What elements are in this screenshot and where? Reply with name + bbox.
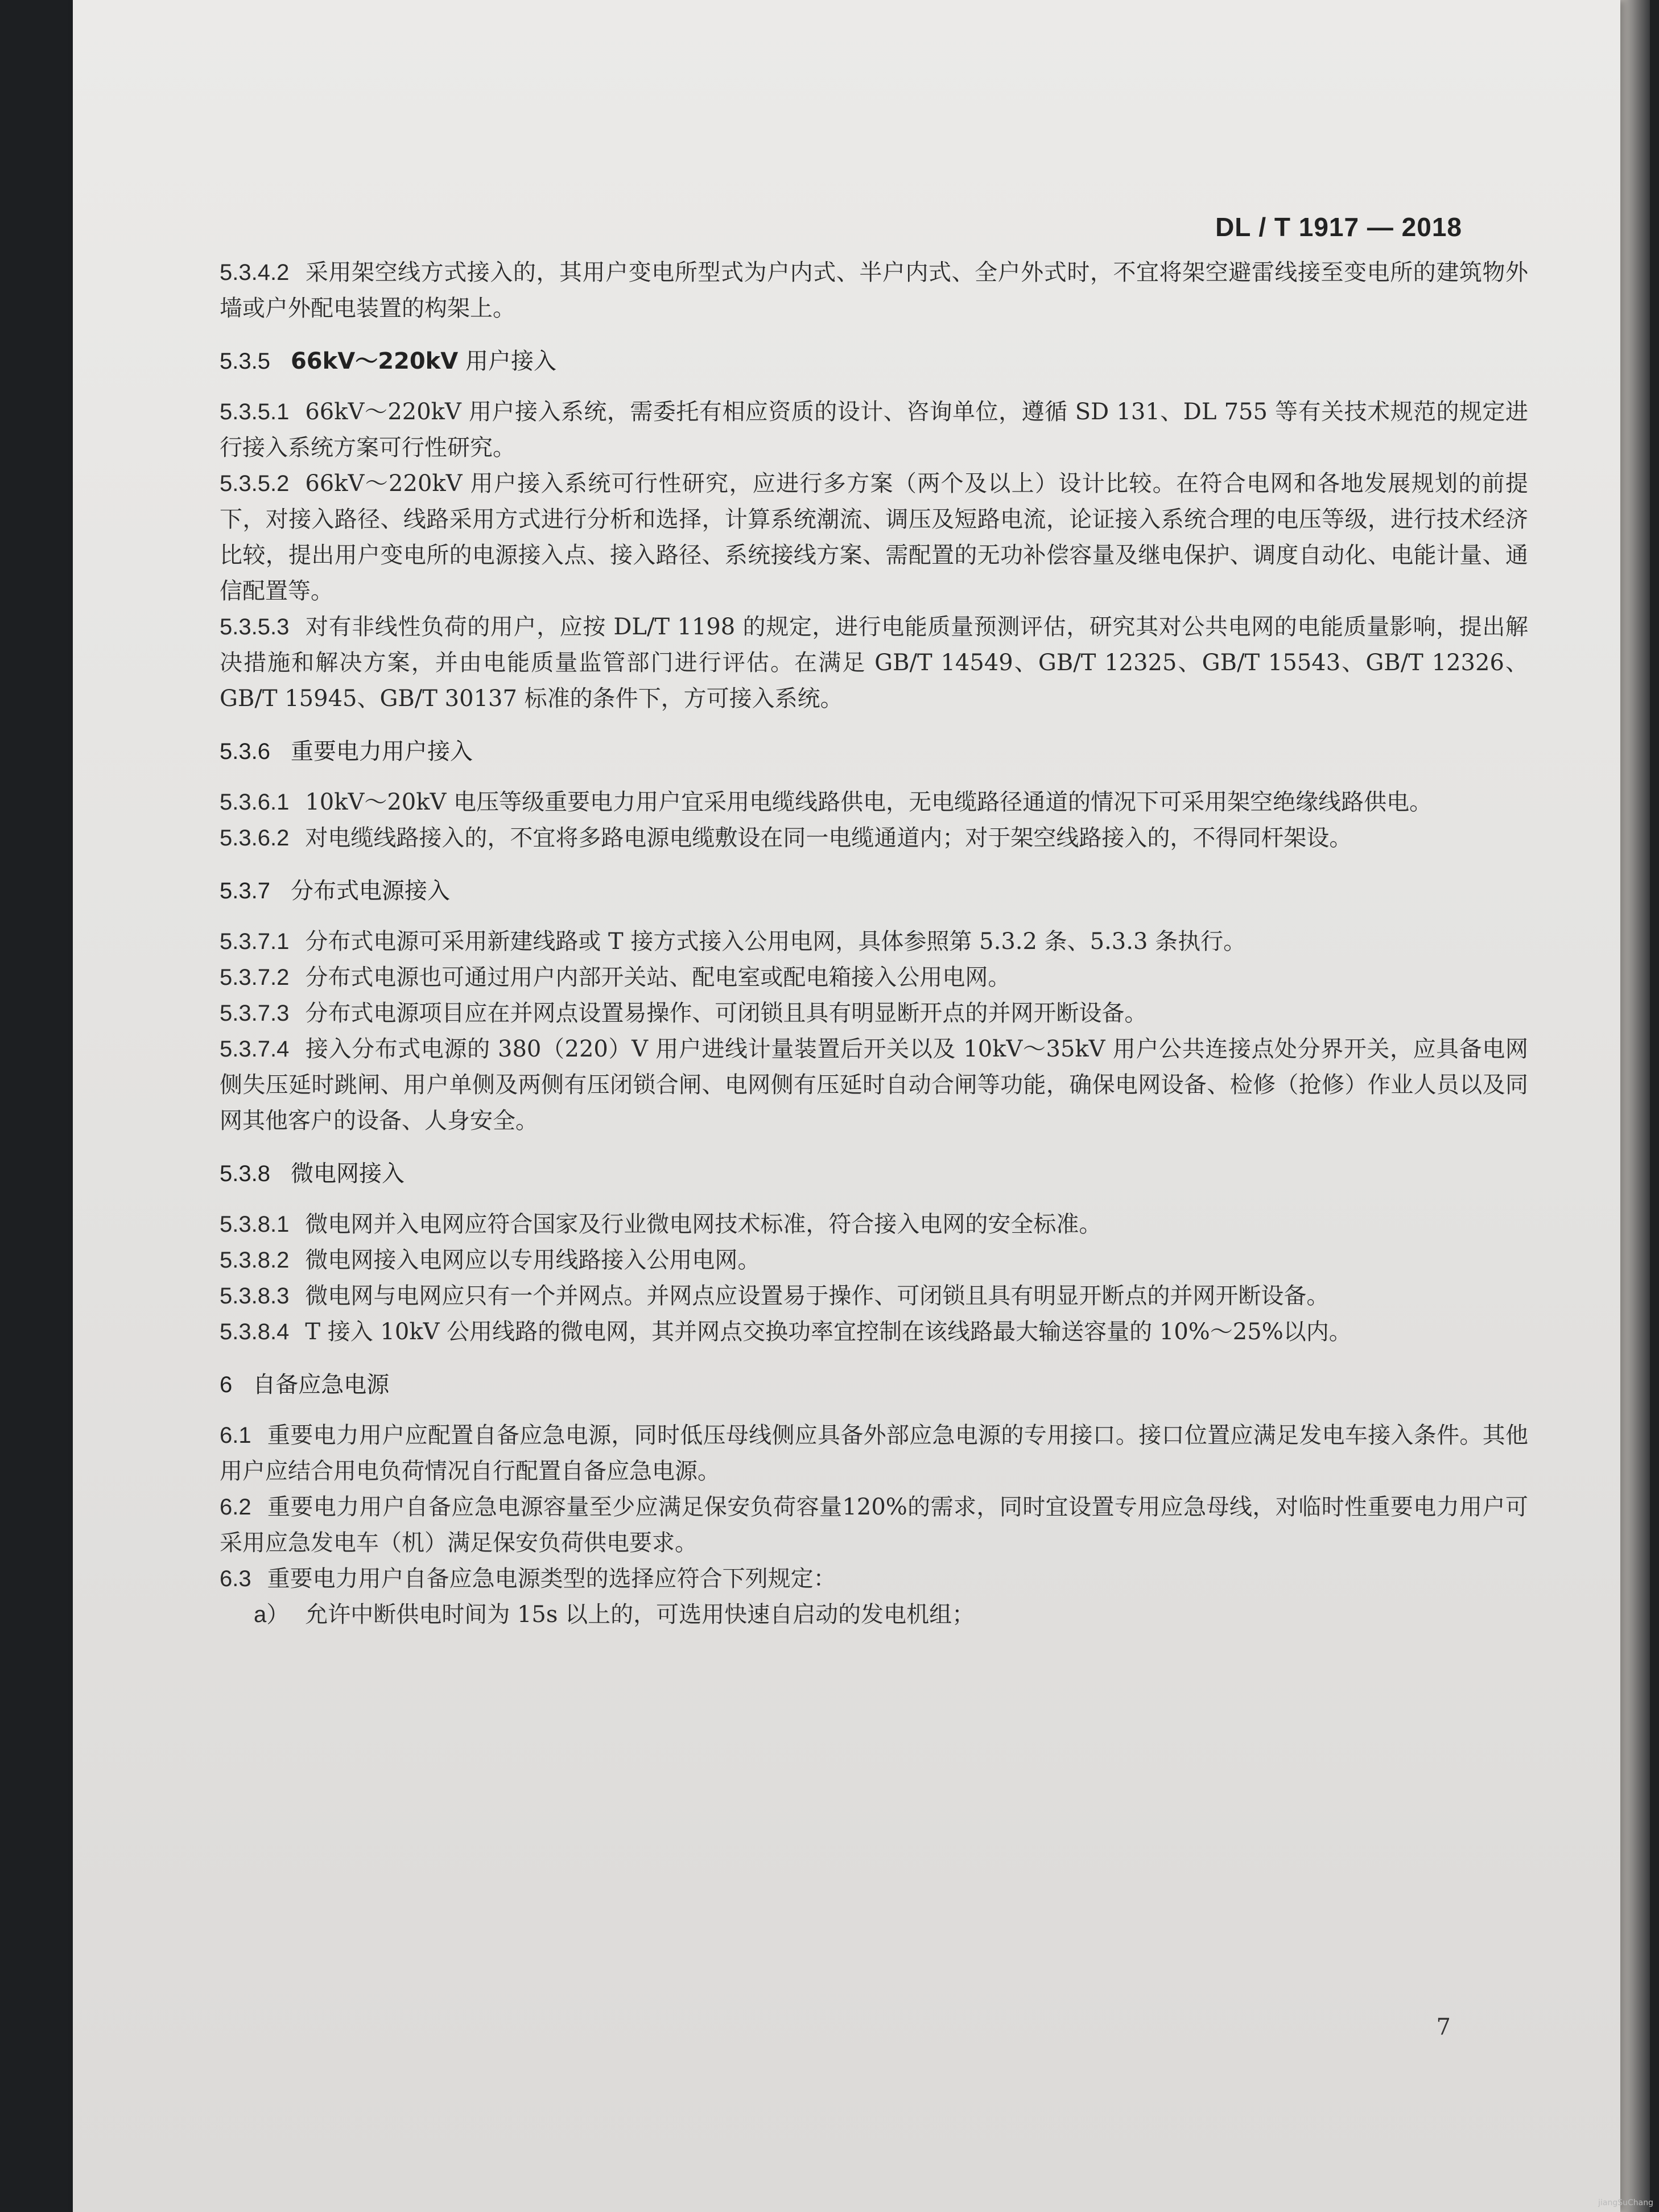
clause-text: 微电网与电网应只有一个并网点。并网点应设置易于操作、可闭锁且具有明显开断点的并网开断设备。 bbox=[305, 1283, 1330, 1309]
clause-number: 5.3.8 bbox=[220, 1161, 270, 1186]
list-item bbox=[220, 1597, 1528, 1633]
clause-number: 5.3.5.3 bbox=[220, 614, 290, 639]
section-heading bbox=[220, 344, 1528, 379]
clause-text: 10kV～20kV 电压等级重要电力用户宜采用电缆线路供电，无电缆路径通道的情况下可采用架空绝缘线路供电。 bbox=[305, 789, 1433, 815]
clause-paragraph bbox=[220, 1031, 1528, 1139]
clause-paragraph bbox=[220, 785, 1528, 820]
clause-number: 6.3 bbox=[220, 1566, 251, 1591]
clause-number: 6 bbox=[220, 1372, 233, 1397]
clause-text: 分布式电源也可通过用户内部开关站、配电室或配电箱接入公用电网。 bbox=[305, 964, 1011, 991]
clause-number: 5.3.7 bbox=[220, 878, 270, 903]
section-heading bbox=[220, 873, 1528, 909]
clause-paragraph bbox=[220, 1418, 1528, 1489]
clause-paragraph bbox=[220, 1278, 1528, 1314]
clause-number: 5.3.6.1 bbox=[220, 790, 290, 815]
heading-bold-part: 66kV～220kV bbox=[290, 348, 459, 374]
clause-paragraph bbox=[220, 924, 1528, 960]
clause-paragraph bbox=[220, 255, 1528, 327]
clause-text: T 接入 10kV 公用线路的微电网，其并网点交换功率宜控制在该线路最大输送容量的 10%～25%以内。 bbox=[305, 1319, 1352, 1345]
clause-text: 采用架空线方式接入的，其用户变电所型式为户内式、半户内式、全户外式时，不宜将架空避雷线接至变电所的建筑物外墙或户外配电装置的构架上。 bbox=[220, 259, 1528, 321]
heading-text: 微电网接入 bbox=[290, 1161, 405, 1187]
clause-number: 5.3.7.4 bbox=[220, 1037, 290, 1062]
clause-text: 66kV～220kV 用户接入系统可行性研究，应进行多方案（两个及以上）设计比较。在符合电网和各地发展规划的前提下，对接入路径、线路采用方式进行分析和选择，计算系统潮流、调压及短路电流，论证接入系统合理的电压等级，进行技术经济比较，提出用户变电所的电源接入点、接入路径、系统接线方案、需配置的无功补偿容量及继电保护、调度自动化、电能计量、通信配置等。 bbox=[220, 471, 1528, 604]
clause-text: 重要电力用户自备应急电源容量至少应满足保安负荷容量120%的需求，同时宜设置专用应急母线，对临时性重要电力用户可采用应急发电车（机）满足保安负荷供电要求。 bbox=[220, 1494, 1528, 1556]
clause-text: 分布式电源项目应在并网点设置易操作、可闭锁且具有明显断开点的并网开断设备。 bbox=[305, 1000, 1148, 1026]
clause-text: 重要电力用户应配置自备应急电源，同时低压母线侧应具备外部应急电源的专用接口。接口位置应满足发电车接入条件。其他用户应结合用电负荷情况自行配置自备应急电源。 bbox=[220, 1422, 1528, 1484]
clause-number: 5.3.4.2 bbox=[220, 260, 290, 285]
clause-text: 微电网并入电网应符合国家及行业微电网技术标准，符合接入电网的安全标准。 bbox=[305, 1211, 1102, 1237]
clause-text: 对电缆线路接入的，不宜将多路电源电缆敷设在同一电缆通道内；对于架空线路接入的，不得同杆架设。 bbox=[305, 825, 1352, 851]
clause-text: 重要电力用户自备应急电源类型的选择应符合下列规定： bbox=[267, 1566, 836, 1592]
clause-number: 5.3.7.2 bbox=[220, 965, 290, 990]
watermark: jiangSuChang bbox=[1598, 2198, 1653, 2207]
clause-number: 5.3.7.3 bbox=[220, 1001, 290, 1026]
clause-paragraph bbox=[220, 1489, 1528, 1561]
clause-number: 5.3.8.3 bbox=[220, 1284, 290, 1309]
document-page bbox=[73, 0, 1620, 2212]
heading-text: 自备应急电源 bbox=[253, 1372, 390, 1398]
clause-number: 6.1 bbox=[220, 1423, 251, 1448]
clause-paragraph bbox=[220, 466, 1528, 609]
clause-paragraph bbox=[220, 960, 1528, 996]
heading-text: 分布式电源接入 bbox=[290, 878, 450, 904]
document-body bbox=[220, 255, 1528, 1633]
clause-number: 5.3.5.2 bbox=[220, 471, 290, 496]
document-code: DL / T 1917 — 2018 bbox=[1215, 212, 1462, 242]
clause-number: 5.3.6 bbox=[220, 739, 270, 764]
section-heading bbox=[220, 734, 1528, 770]
section-heading bbox=[220, 1367, 1528, 1403]
clause-number: 5.3.5 bbox=[220, 349, 270, 374]
clause-number: a） bbox=[254, 1602, 290, 1627]
clause-paragraph bbox=[220, 1243, 1528, 1278]
clause-text: 66kV～220kV 用户接入系统，需委托有相应资质的设计、咨询单位，遵循 SD 131、DL 755 等有关技术规范的规定进行接入系统方案可行性研究。 bbox=[220, 399, 1528, 461]
heading-text: 重要电力用户接入 bbox=[290, 738, 473, 765]
clause-number: 5.3.8.1 bbox=[220, 1212, 290, 1237]
clause-paragraph bbox=[220, 609, 1528, 717]
clause-number: 5.3.6.2 bbox=[220, 826, 290, 851]
heading-text bbox=[291, 348, 556, 374]
clause-text: 微电网接入电网应以专用线路接入公用电网。 bbox=[305, 1247, 761, 1273]
clause-text: 对有非线性负荷的用户，应按 DL/T 1198 的规定，进行电能质量预测评估，研究其对公共电网的电能质量影响，提出解决措施和解决方案，并由电能质量监管部门进行评估。在满足 GB/T 14549、GB/T 12325、GB/T 15543、GB/T 12326、GB/T 15945、GB/T 30137 标准的条件下，方可接入系统。 bbox=[220, 614, 1528, 712]
heading-rest: 用户接入 bbox=[465, 348, 556, 374]
clause-number: 5.3.7.1 bbox=[220, 929, 290, 954]
clause-paragraph bbox=[220, 996, 1528, 1031]
clause-paragraph bbox=[220, 394, 1528, 466]
clause-text: 分布式电源可采用新建线路或 T 接方式接入公用电网，具体参照第 5.3.2 条、5.3.3 条执行。 bbox=[305, 928, 1247, 955]
clause-text: 允许中断供电时间为 15s 以上的，可选用快速自启动的发电机组； bbox=[305, 1602, 975, 1628]
clause-paragraph bbox=[220, 1561, 1528, 1597]
clause-number: 6.2 bbox=[220, 1495, 251, 1520]
clause-text: 接入分布式电源的 380（220）V 用户进线计量装置后开关以及 10kV～35kV 用户公共连接点处分界开关，应具备电网侧失压延时跳闸、用户单侧及两侧有压闭锁合闸、电网侧有压延时自动合闸等功能，确保电网设备、检修（抢修）作业人员以及同网其他客户的设备、人身安全。 bbox=[220, 1036, 1528, 1134]
clause-number: 5.3.8.4 bbox=[220, 1319, 290, 1344]
clause-paragraph bbox=[220, 1207, 1528, 1243]
page-number: 7 bbox=[1436, 2014, 1451, 2040]
clause-paragraph bbox=[220, 820, 1528, 856]
clause-number: 5.3.8.2 bbox=[220, 1248, 290, 1273]
clause-paragraph bbox=[220, 1314, 1528, 1350]
clause-number: 5.3.5.1 bbox=[220, 399, 290, 424]
section-heading bbox=[220, 1156, 1528, 1192]
